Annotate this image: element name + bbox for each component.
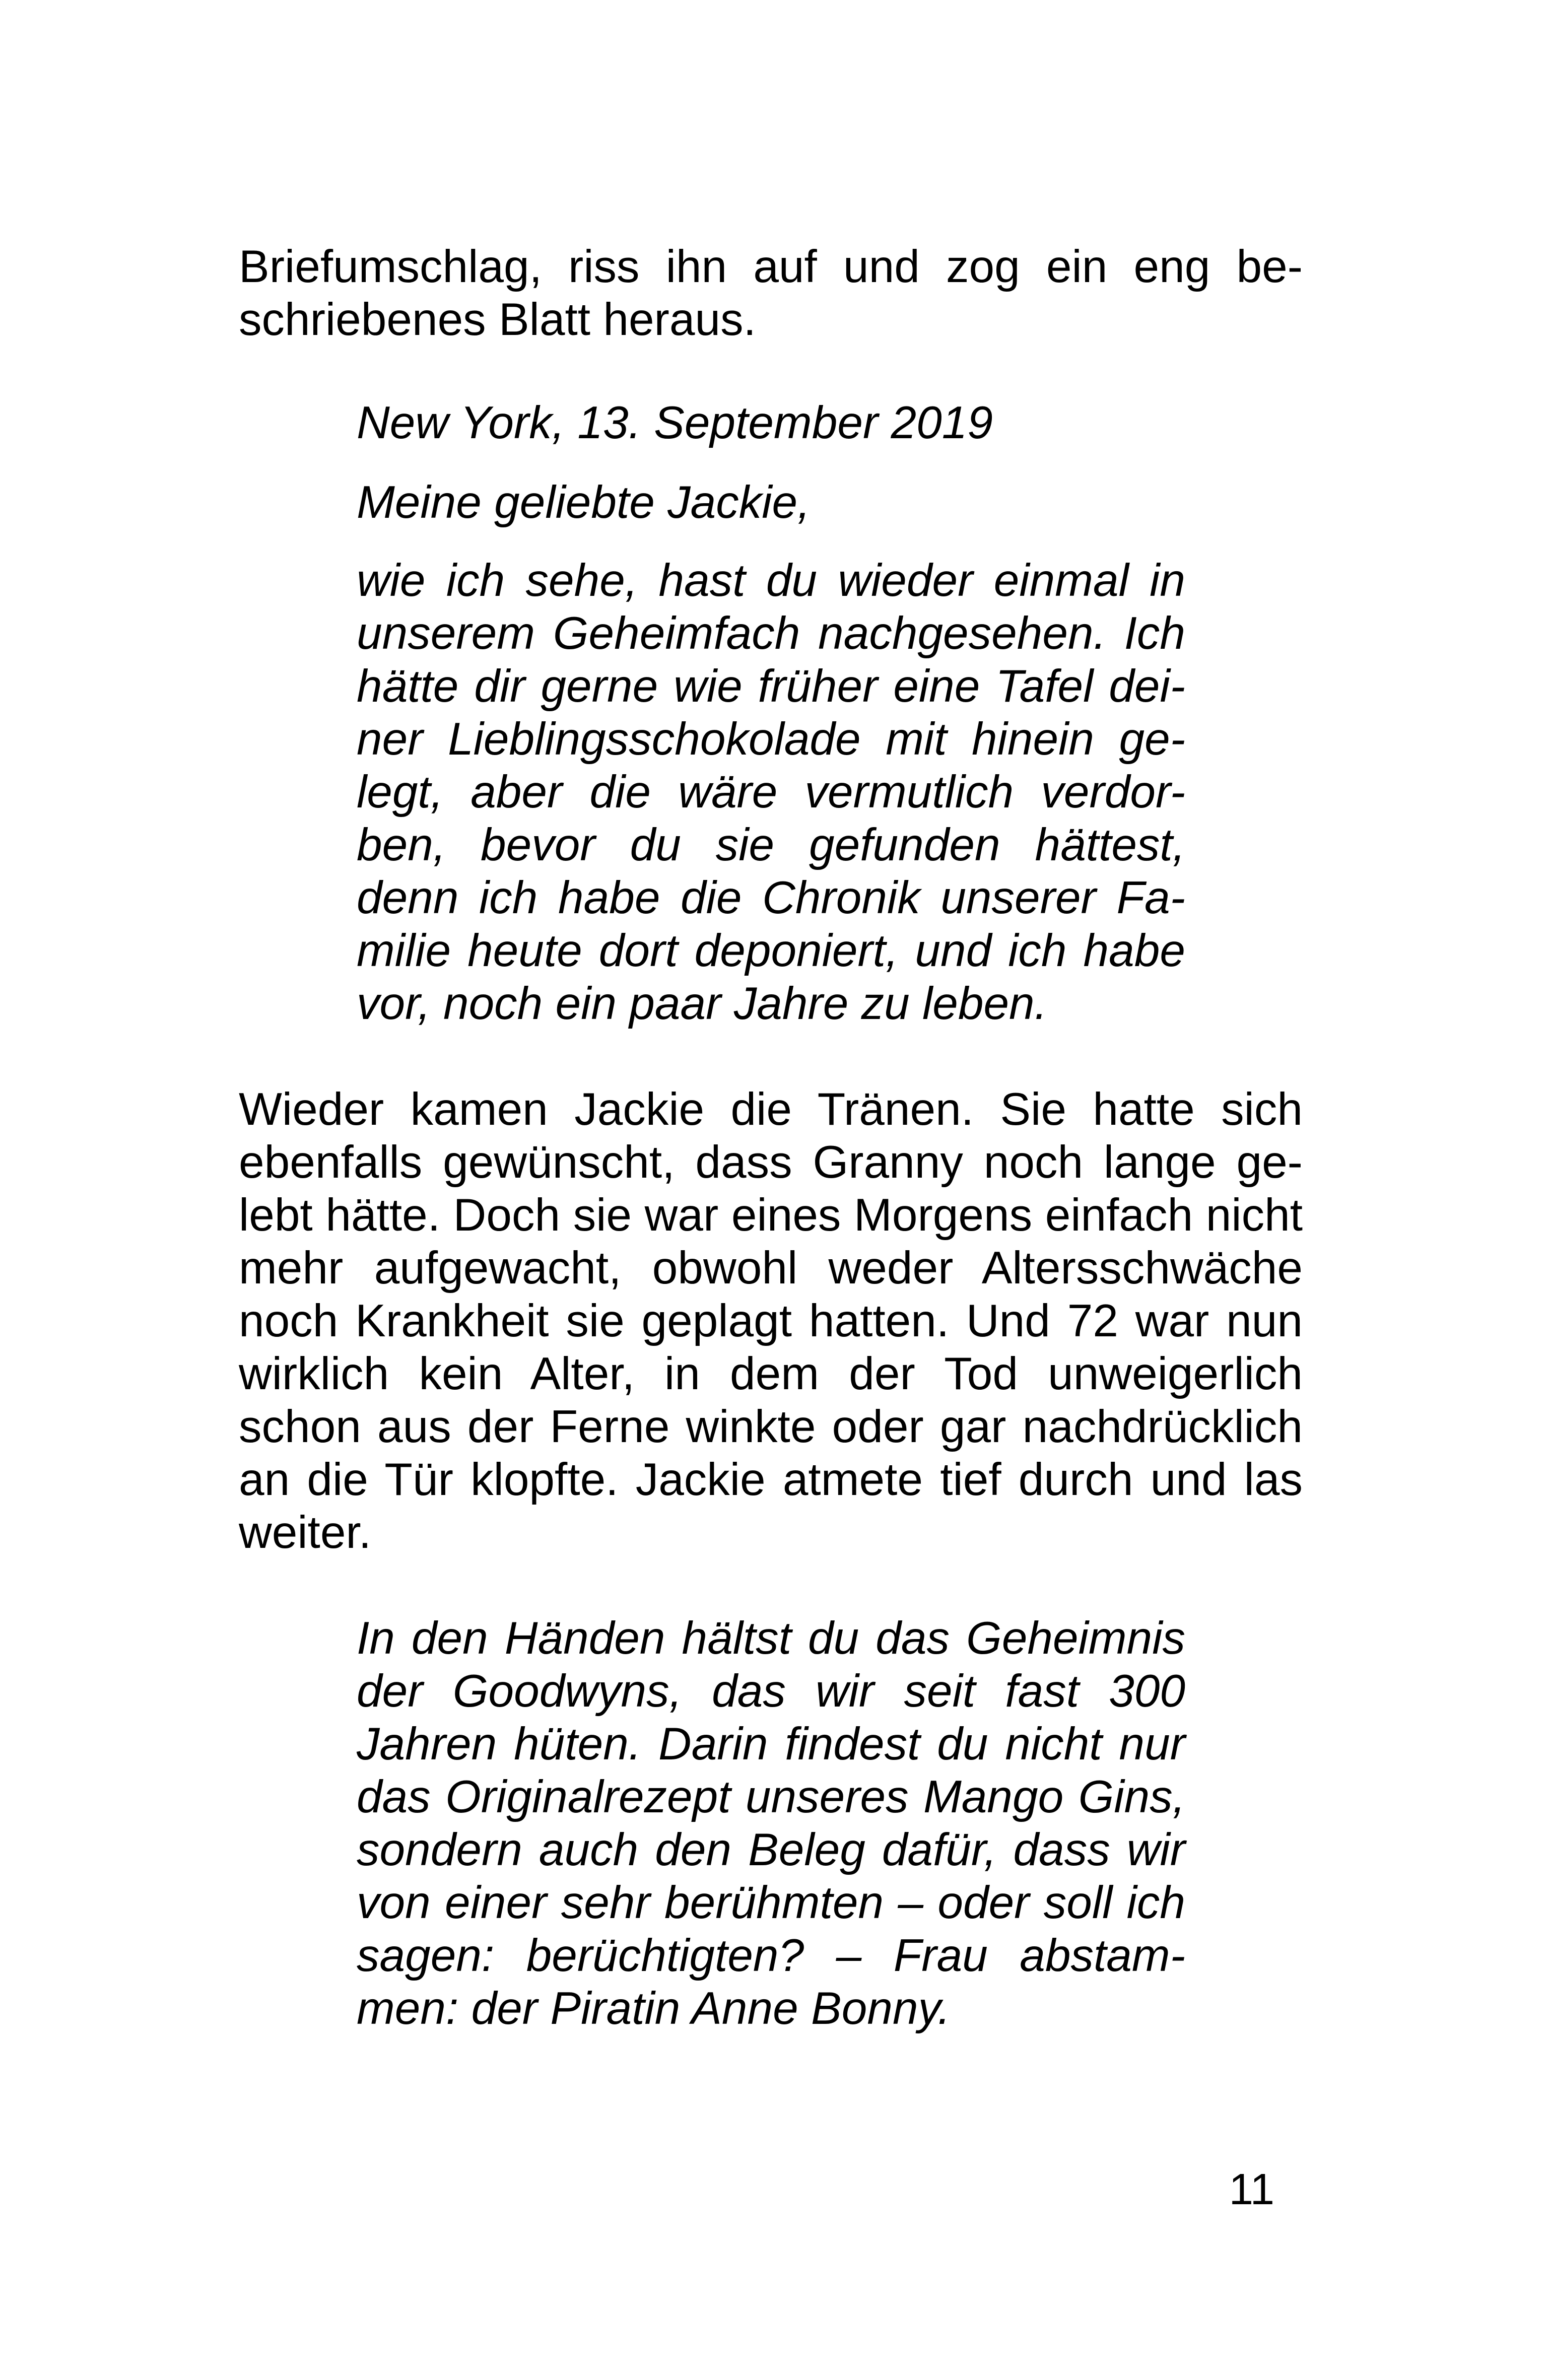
- main-line-5: noch Krankheit sie geplagt hatten. Und 72 war nun: [239, 1296, 1303, 1346]
- letter-p2-line-4: das Originalrezept unseres Mango Gins,: [357, 1772, 1185, 1822]
- letter-p1-line-9: vor, noch ein paar Jahre zu leben.: [357, 978, 1047, 1029]
- letter-p1-line-8: milie heute dort deponiert, und ich habe: [357, 925, 1185, 976]
- letter-p2-line-1: In den Händen hältst du das Geheimnis: [357, 1613, 1185, 1664]
- main-line-6: wirklich kein Alter, in dem der Tod unweigerlich: [239, 1348, 1303, 1399]
- letter-p1-line-7: denn ich habe die Chronik unserer Fa-: [357, 872, 1185, 923]
- letter-p1-line-2: unserem Geheimfach nachgesehen. Ich: [357, 608, 1185, 659]
- main-line-2: ebenfalls gewünscht, dass Granny noch lange ge-: [239, 1137, 1303, 1188]
- letter-p2-line-2: der Goodwyns, das wir seit fast 300: [357, 1666, 1185, 1717]
- main-line-9: weiter.: [239, 1507, 372, 1558]
- intro-line-1: Briefumschlag, riss ihn auf und zog ein eng be-: [239, 241, 1303, 292]
- letter-p2-line-8: men: der Piratin Anne Bonny.: [357, 1983, 951, 2034]
- letter-p1-line-4: ner Lieblingsschokolade mit hinein ge-: [357, 714, 1185, 765]
- main-line-3: lebt hätte. Doch sie war eines Morgens einfach nicht: [239, 1190, 1303, 1241]
- letter-p1-line-3: hätte dir gerne wie früher eine Tafel dei-: [357, 661, 1185, 712]
- main-line-1: Wieder kamen Jackie die Tränen. Sie hatte sich: [239, 1084, 1303, 1135]
- letter-p2-line-6: von einer sehr berühmten – oder soll ich: [357, 1877, 1185, 1928]
- letter-p2-line-7: sagen: berüchtigten? – Frau abstam-: [357, 1930, 1185, 1981]
- letter-p1-line-1: wie ich sehe, hast du wieder einmal in: [357, 555, 1185, 606]
- letter-p2-line-3: Jahren hüten. Darin findest du nicht nur: [357, 1719, 1185, 1770]
- main-line-8: an die Tür klopfte. Jackie atmete tief durch und las: [239, 1454, 1303, 1505]
- letter-p1-line-6: ben, bevor du sie gefunden hättest,: [357, 820, 1185, 870]
- letter-salutation: Meine geliebte Jackie,: [357, 477, 811, 528]
- letter-place-date: New York, 13. September 2019: [357, 397, 993, 448]
- main-line-7: schon aus der Ferne winkte oder gar nachdrücklich: [239, 1401, 1303, 1452]
- main-line-4: mehr aufgewacht, obwohl weder Altersschwäche: [239, 1243, 1303, 1294]
- letter-p1-line-5: legt, aber die wäre vermutlich verdor-: [357, 767, 1185, 818]
- intro-line-2: schriebenes Blatt heraus.: [239, 294, 756, 345]
- page-number: 11: [1229, 2165, 1274, 2214]
- letter-p2-line-5: sondern auch den Beleg dafür, dass wir: [357, 1824, 1185, 1875]
